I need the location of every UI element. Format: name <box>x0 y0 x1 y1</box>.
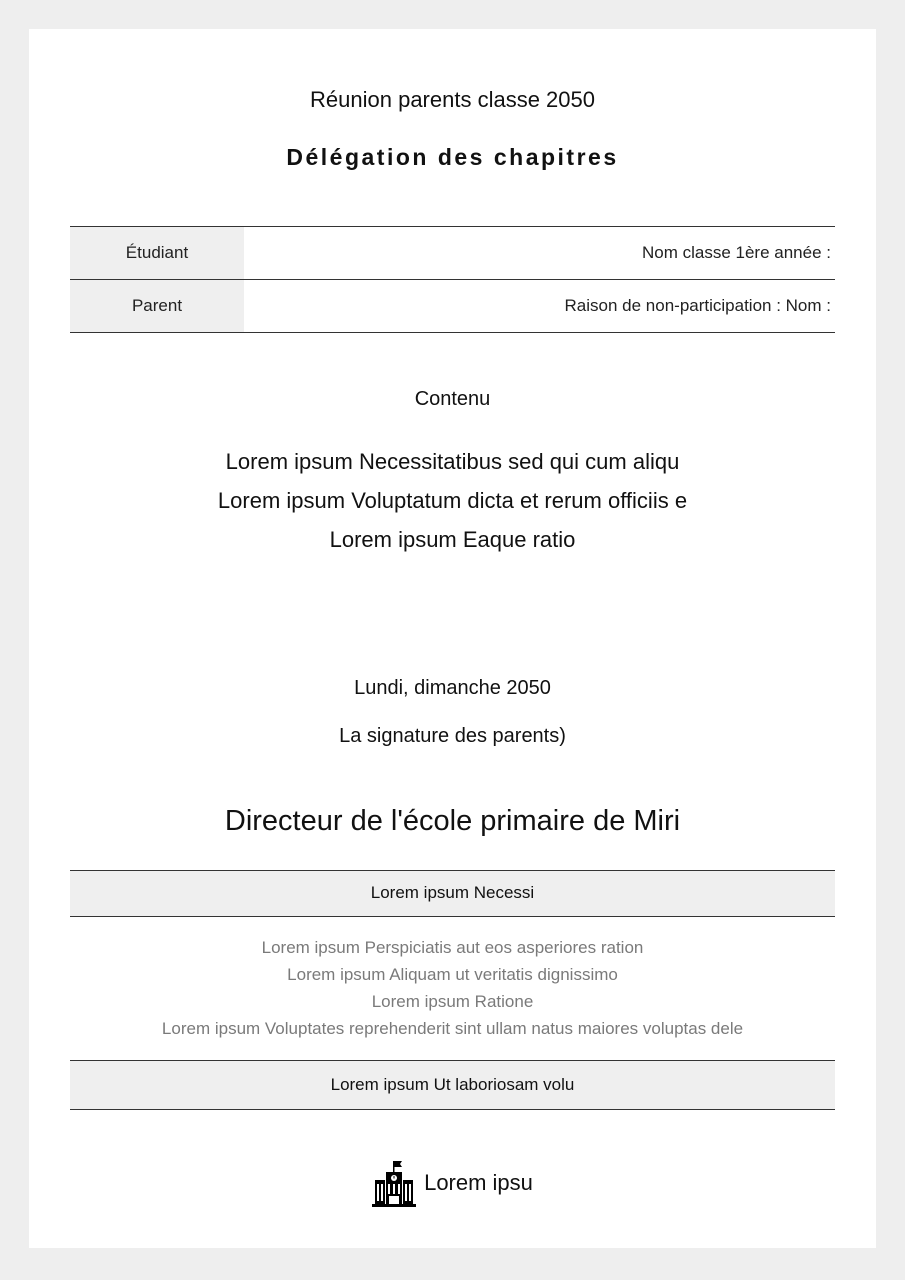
school-building-icon <box>372 1159 416 1207</box>
notes-footer: Lorem ipsum Ut laboriosam volu <box>70 1060 835 1110</box>
content-line: Lorem ipsum Voluptatum dicta et rerum officiis e <box>217 488 688 513</box>
date-text: Lundi, dimanche 2050 <box>354 677 551 699</box>
footer-brand: Lorem ipsu <box>424 1170 533 1195</box>
notes-header: Lorem ipsum Necessi <box>70 870 835 917</box>
document-title: Réunion parents classe 2050 <box>310 87 595 112</box>
document-page <box>29 29 876 1248</box>
student-value: Nom classe 1ère année : <box>244 227 835 280</box>
document-subtitle: Délégation des chapitres <box>286 144 619 170</box>
signature-text: La signature des parents) <box>339 725 566 747</box>
notes-body <box>29 934 876 1042</box>
director-heading: Directeur de l'école primaire de Miri <box>224 805 681 837</box>
notes-line: Lorem ipsum Aliquam ut veritatis dignissimo <box>287 965 618 984</box>
parent-value: Raison de non-participation : Nom : <box>244 280 835 333</box>
notes-line: Lorem ipsum Perspiciatis aut eos asperiores ration <box>261 938 644 957</box>
table-row <box>70 280 835 333</box>
table-row <box>70 227 835 280</box>
footer <box>29 1159 876 1207</box>
content-heading: Contenu <box>414 388 491 410</box>
notes-line: Lorem ipsum Ratione <box>371 992 534 1011</box>
parent-label: Parent <box>70 280 244 333</box>
content-line: Lorem ipsum Necessitatibus sed qui cum aliqu <box>225 449 680 474</box>
notes-line: Lorem ipsum Voluptates reprehenderit sint ullam natus maiores voluptas dele <box>161 1019 744 1038</box>
content-line: Lorem ipsum Eaque ratio <box>329 527 576 552</box>
info-table <box>70 226 835 333</box>
content-body <box>29 442 876 559</box>
student-label: Étudiant <box>70 227 244 280</box>
